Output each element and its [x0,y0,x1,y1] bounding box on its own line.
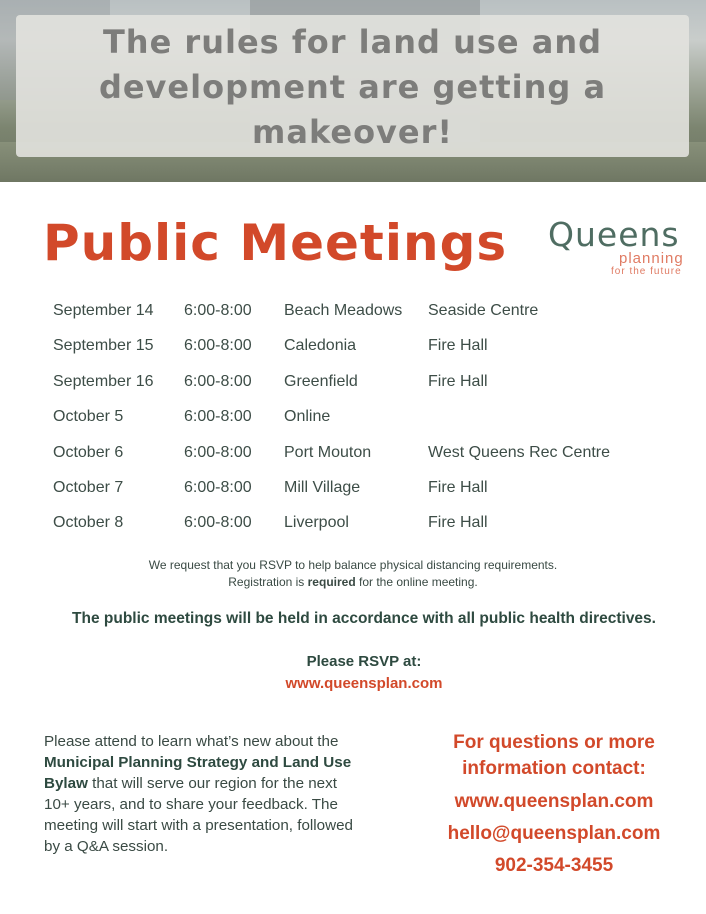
meeting-venue: Seaside Centre [428,302,539,319]
meeting-venue: Fire Hall [428,372,488,390]
meeting-venue: Fire Hall [428,337,488,355]
meeting-location: Port Mouton [284,443,372,461]
queens-logo [540,215,700,281]
meeting-venue: Fire Hall [428,478,488,496]
meeting-date: September 16 [53,372,154,390]
meeting-time: 6:00-8:00 [184,372,252,390]
contact-phone-link[interactable]: 902-354-3455 [494,855,614,876]
meeting-location: Online [284,408,331,426]
contact-heading: For questions or more [453,732,655,753]
meeting-location: Beach Meadows [284,302,403,319]
registration-note-text: for the online meeting. [355,575,478,589]
hero-banner [0,0,706,182]
banner-line: The rules for land use and [102,23,603,61]
rsvp-request-note: We request that you RSVP to help balance physical distancing requirements. [148,558,558,572]
meeting-location: Greenfield [284,372,358,390]
meeting-venue: West Queens Rec Centre [428,443,611,461]
rsvp-link[interactable]: www.queensplan.com [285,675,443,692]
contact-website-link[interactable]: www.queensplan.com [454,791,654,812]
contact-heading: information contact: [462,758,646,779]
meeting-time: 6:00-8:00 [184,443,252,461]
contact-email-link[interactable]: hello@queensplan.com [447,823,661,844]
info-paragraph [44,731,364,857]
meeting-time: 6:00-8:00 [184,337,252,355]
meeting-time: 6:00-8:00 [184,514,252,532]
meeting-date: October 7 [53,478,124,496]
logo-tagline-1: planning [619,250,684,267]
contact-block [420,730,688,882]
page-title: Public Meetings [43,214,508,272]
meeting-location: Caledonia [284,337,357,355]
banner-line: makeover! [252,113,453,151]
meeting-date: October 6 [53,443,124,461]
banner-line: development are getting a [98,68,607,106]
meeting-location: Mill Village [284,478,361,496]
meeting-date: October 5 [53,408,124,426]
registration-note-text: Registration is [228,575,308,589]
meeting-time: 6:00-8:00 [184,302,252,319]
meeting-date: September 15 [53,337,154,355]
banner-headline [16,20,689,155]
meeting-time: 6:00-8:00 [184,478,252,496]
info-bold-text: Municipal Planning Strategy and Land Use Bylaw [44,754,352,792]
meeting-date: October 8 [53,514,124,532]
rsvp-label: Please RSVP at: [306,653,422,670]
meeting-time: 6:00-8:00 [184,408,252,426]
meeting-venue: Fire Hall [428,514,488,532]
info-text: that will serve our region for the next 10+ years, and to share your feedback. The meeting will start with a presentation, followed by a Q&A session. [44,775,353,855]
info-text: Please attend to learn what’s new about the [44,733,339,750]
logo-wordmark: Queens [548,215,680,254]
meeting-date: September 14 [53,302,154,319]
health-directive-note: The public meetings will be held in accordance with all public health directives. [72,610,656,627]
meeting-location: Liverpool [284,514,349,532]
registration-note [0,575,706,589]
logo-tagline-2: for the future [611,266,682,277]
registration-required-text: required [307,575,356,589]
